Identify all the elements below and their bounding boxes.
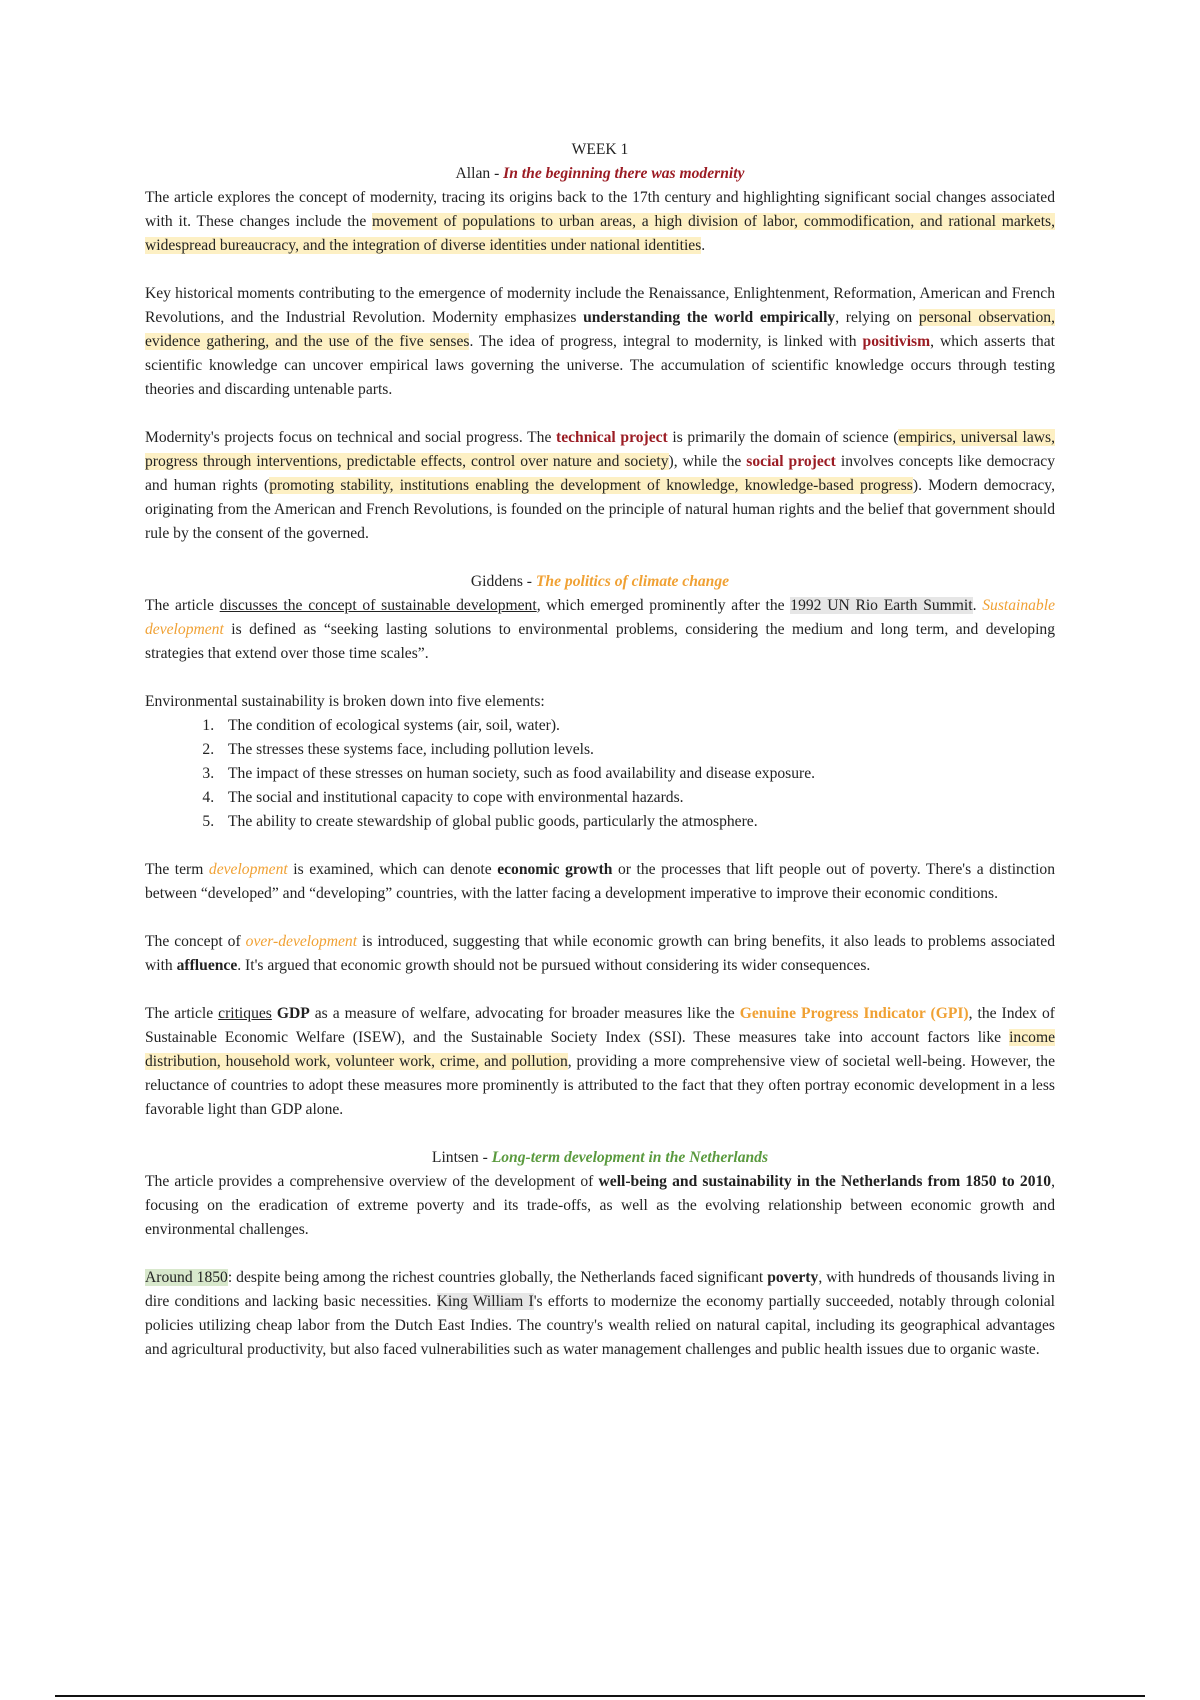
text-run: , with hundreds of thousands living in dire conditions and lacking basic necessities.: [145, 1269, 1056, 1310]
section-title: Long-term development in the Netherlands: [491, 1149, 769, 1166]
highlighted-text: personal observation, evidence gathering, and the use of the five senses: [145, 309, 1055, 350]
text-run: The term: [145, 861, 209, 878]
highlighted-text: income distribution, household work, volunteer work, crime, and pollution: [145, 1029, 1055, 1070]
section-heading-lintsen: [145, 1146, 1055, 1170]
paragraph: [145, 1002, 1055, 1122]
list-item: 4. The social and institutional capacity to cope with environmental hazards.: [218, 786, 1055, 810]
section-author: Allan: [455, 165, 491, 182]
text-run: or the processes that lift people out of poverty. There's a distinction between “developed” and “developing” countries, with the latter facing a development imperative to improve their economic conditions.: [145, 861, 1055, 902]
section-title: In the beginning there was modernity: [503, 165, 745, 182]
text-run: is introduced, suggesting that while economic growth can bring benefits, it also leads to problems associated with: [145, 933, 1055, 974]
text-run: : despite being among the richest countries globally, the Netherlands faced significant: [227, 1269, 768, 1286]
text-run: .: [972, 597, 983, 614]
text-run: , which asserts that scientific knowledge can uncover empirical laws governing the universe. The accumulation of scientific knowledge occurs through testing theories and discarding untenable parts.: [145, 333, 1055, 398]
bold-text: poverty: [767, 1269, 819, 1286]
text-run: is defined as “seeking lasting solutions to environmental problems, considering the medium and long term, and developing strategies that extend over those time scales”.: [145, 621, 1055, 662]
highlighted-text: movement of populations to urban areas, a high division of labor, commodification, and rational markets, widespread bureaucracy, and the integration of diverse identities under national identities: [145, 213, 1055, 254]
text-run: ), while the: [668, 453, 747, 470]
paragraph: [145, 1170, 1055, 1242]
bold-text: economic growth: [497, 861, 613, 878]
highlighted-text: empirics, universal laws, progress through interventions, predictable effects, control over nature and society: [145, 429, 1055, 470]
text-run: The article provides a comprehensive overview of the development of: [145, 1173, 599, 1190]
paragraph: [145, 282, 1055, 402]
text-run: The article: [145, 1005, 219, 1022]
text-run: The article: [145, 597, 220, 614]
text-run: Key historical moments contributing to the emergence of modernity include the Renaissance, Enlightenment, Reformation, American and French Revolutions, and the Industrial Revolution. Modernity emphasizes: [145, 285, 1055, 326]
paragraph: [145, 594, 1055, 666]
text-run: .: [701, 237, 706, 254]
text-run: . The idea of progress, integral to modernity, is linked with: [469, 333, 863, 350]
grey-highlighted-text: 1992 UN Rio Earth Summit: [790, 597, 973, 614]
list-intro: Environmental sustainability is broken down into five elements:: [145, 693, 545, 710]
text-run: ). Modern democracy, originating from the American and French Revolutions, is founded on the principle of natural human rights and the belief that government should rule by the consent of the governed.: [145, 477, 1055, 542]
paragraph: [145, 858, 1055, 906]
grey-highlighted-text: King William I: [436, 1293, 534, 1310]
text-run: , relying on: [835, 309, 919, 326]
highlighted-text: promoting stability, institutions enabling the development of knowledge, knowledge-based progress: [269, 477, 913, 494]
bold-text: GDP: [276, 1005, 310, 1022]
section-heading-allan: [145, 162, 1055, 186]
text-run: , the Index of Sustainable Economic Welfare (ISEW), and the Sustainable Society Index (SSI). These measures take into account factors like: [145, 1005, 1055, 1046]
key-term: positivism: [862, 333, 931, 350]
text-run: is primarily the domain of science (: [667, 429, 899, 446]
key-term: technical project: [556, 429, 668, 446]
text-run: as a measure of welfare, advocating for broader measures like the: [309, 1005, 740, 1022]
text-run: , which emerged prominently after the: [536, 597, 791, 614]
list-item: 2. The stresses these systems face, including pollution levels.: [218, 738, 1055, 762]
bold-text: well-being and sustainability in the Netherlands from 1850 to 2010: [598, 1173, 1052, 1190]
bold-text: understanding the world empirically: [583, 309, 836, 326]
paragraph: [145, 1266, 1055, 1362]
section-separator: -: [522, 573, 536, 590]
text-run: 's efforts to modernize the economy partially succeeded, notably through colonial policies utilizing cheap labor from the Dutch East Indies. The country's wealth relied on natural capital, including its geographical advantages and agricultural productivity, but also faced vulnerabilities such as water management challenges and public health issues due to organic waste.: [145, 1293, 1055, 1358]
key-term: social project: [746, 453, 836, 470]
key-term: over-development: [245, 933, 358, 950]
key-term: Genuine Progress Indicator (GPI): [739, 1005, 969, 1022]
key-term: development: [208, 861, 288, 878]
green-highlighted-text: Around 1850: [145, 1269, 228, 1286]
text-run: Modernity's projects focus on technical and social progress. The: [145, 429, 556, 446]
document-page: [145, 138, 1055, 1362]
text-run: , providing a more comprehensive view of societal well-being. However, the reluctance of countries to adopt these measures more prominently is attributed to the fact that they often portray economic development in a less favorable light than GDP alone.: [145, 1053, 1055, 1118]
underlined-text: discusses the concept of sustainable development: [219, 597, 537, 614]
underlined-text: critiques: [218, 1005, 272, 1022]
section-heading-giddens: [145, 570, 1055, 594]
text-run: . It's argued that economic growth should not be pursued without considering its wider consequences.: [237, 957, 871, 974]
list-item: 1. The condition of ecological systems (air, soil, water).: [218, 714, 1055, 738]
text-run: The article explores the concept of modernity, tracing its origins back to the 17th century and highlighting significant social changes associated with it. These changes include the: [145, 189, 1055, 230]
paragraph: [145, 426, 1055, 546]
list-item: 3. The impact of these stresses on human society, such as food availability and disease exposure.: [218, 762, 1055, 786]
section-title: The politics of climate change: [535, 573, 730, 590]
section-author: Lintsen: [431, 1149, 479, 1166]
section-author: Giddens: [470, 573, 523, 590]
paragraph: [145, 186, 1055, 258]
footer-divider: [55, 1695, 1145, 1697]
text-run: , focusing on the eradication of extreme poverty and its trade-offs, as well as the evolving relationship between economic growth and environmental challenges.: [145, 1173, 1055, 1238]
text-run: is examined, which can denote: [287, 861, 498, 878]
section-separator: -: [478, 1149, 492, 1166]
key-term: Sustainable development: [145, 597, 1055, 638]
numbered-list: [145, 714, 1055, 834]
list-item: 5. The ability to create stewardship of global public goods, particularly the atmosphere.: [218, 810, 1055, 834]
week-heading: WEEK 1: [571, 141, 629, 158]
text-run: involves concepts like democracy and human rights (: [145, 453, 1056, 494]
section-separator: -: [490, 165, 504, 182]
bold-text: affluence: [176, 957, 238, 974]
paragraph: [145, 930, 1055, 978]
text-run: The concept of: [145, 933, 246, 950]
